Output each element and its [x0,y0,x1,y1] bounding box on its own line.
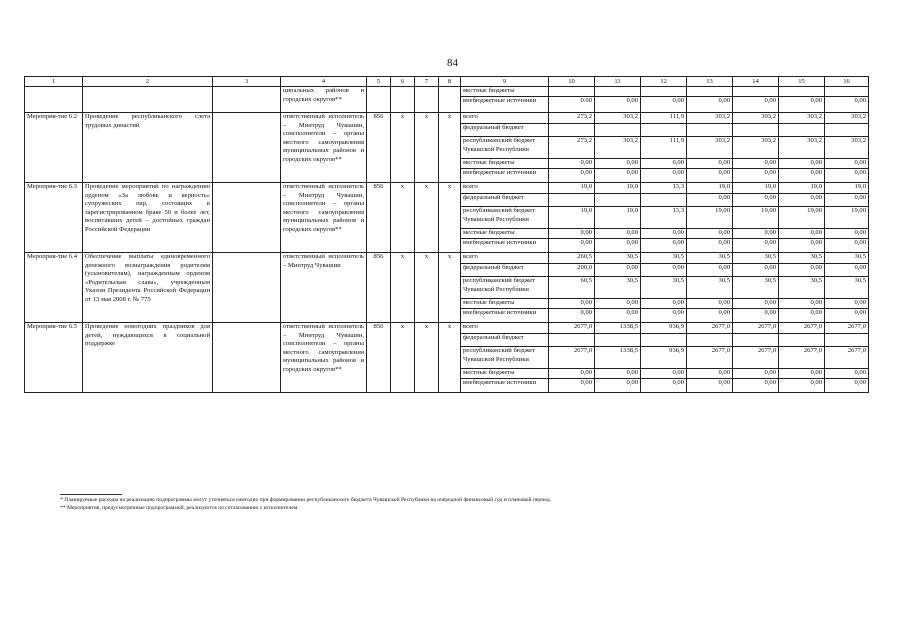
amount-cell: 30,5 [779,253,825,264]
funding-source-cell: местные бюджеты [461,159,549,169]
executor-cell: ответственный исполнитель – Минтруд Чувашии [281,253,367,323]
amount-cell: 303,2 [595,113,641,124]
amount-cell: 30,5 [733,253,779,264]
amount-cell: 2677,0 [687,347,733,369]
amount-cell: 0,00 [825,159,869,169]
amount-cell: 19,0 [549,183,595,194]
code-cell: x [415,183,439,253]
amount-cell: 0,00 [825,369,869,379]
amount-cell: 2677,0 [825,347,869,369]
amount-cell: 2677,0 [733,347,779,369]
amount-cell: 0,00 [549,299,595,309]
funding-source-cell: республиканский бюджет Чувашской Республики [461,137,549,159]
amount-cell: 19,00 [825,207,869,229]
amount-cell: 0,00 [595,229,641,239]
header-cell: 15 [779,77,825,87]
empty-cell [213,87,281,113]
amount-cell: 0,00 [595,239,641,253]
amount-cell: 30,5 [733,277,779,299]
amount-cell: 0,00 [825,97,869,113]
amount-cell: 19,0 [825,183,869,194]
amount-cell [687,87,733,97]
amount-cell [595,194,641,207]
amount-cell: 0,00 [595,159,641,169]
amount-cell: 0,00 [687,97,733,113]
code-cell: x [391,323,415,393]
amount-cell [595,87,641,97]
page-number: 84 [447,57,458,69]
amount-cell [641,124,687,137]
amount-cell: 936,9 [641,347,687,369]
code-cell: x [391,253,415,323]
funding-source-cell: федеральный бюджет [461,124,549,137]
amount-cell: 0,00 [779,299,825,309]
amount-cell: 303,2 [687,137,733,159]
amount-cell: 0,00 [549,229,595,239]
measure-name-cell: Проведение мероприятий по награждению орденом «За любовь и верность» супружеских пар, состоящих в зарегистрированном браке 50 и более лет, воспитавших детей – достойных граждан Российской Федерации [83,183,213,253]
amount-cell: 0,00 [825,169,869,183]
table-row [25,113,869,124]
amount-cell: 2677,0 [549,347,595,369]
header-cell: 1 [25,77,83,87]
funding-source-cell: республиканский бюджет Чувашской Республики [461,347,549,369]
measure-id-cell [25,87,83,113]
table-row [25,253,869,264]
amount-cell: 2677,0 [687,323,733,334]
amount-cell: 30,5 [595,277,641,299]
amount-cell: 30,5 [687,253,733,264]
amount-cell: 0,00 [687,169,733,183]
amount-cell: 0,00 [733,309,779,323]
amount-cell: 303,2 [733,137,779,159]
footnote-divider [60,494,122,495]
amount-cell: 1338,5 [595,347,641,369]
code-cell: x [439,183,461,253]
amount-cell: 19,00 [779,207,825,229]
amount-cell: 0,00 [779,239,825,253]
amount-cell: 2677,0 [779,323,825,334]
amount-cell: 0,00 [687,299,733,309]
empty-cell [213,253,281,323]
amount-cell: 30,5 [595,253,641,264]
amount-cell: 2677,0 [549,323,595,334]
amount-cell: 0,00 [733,239,779,253]
code-cell: x [415,323,439,393]
amount-cell [733,87,779,97]
amount-cell: 0,00 [687,229,733,239]
amount-cell: 30,5 [641,253,687,264]
header-cell: 9 [461,77,549,87]
funding-source-cell: внебюджетные источники [461,379,549,393]
header-cell: 16 [825,77,869,87]
header-cell: 2 [83,77,213,87]
measure-id-cell: Мероприя-тие 6.4 [25,253,83,323]
amount-cell: 0,00 [549,239,595,253]
executor-cell: ципальных районов и городских округов** [281,87,367,113]
amount-cell: 936,9 [641,323,687,334]
measure-name-cell: Обеспечение выплаты единовременного денежного вознаграждения родителям (усыновителям), награжденным орденом «Родительская слава», учрежденным Указом Президента Российской Федерации от 13 мая 2008 г. № 775 [83,253,213,323]
code-cell [439,87,461,113]
amount-cell: 0,00 [779,369,825,379]
code-cell: x [391,113,415,183]
amount-cell: 303,2 [825,137,869,159]
amount-cell: 0,00 [825,379,869,393]
amount-cell [687,124,733,137]
amount-cell: 19,0 [549,207,595,229]
amount-cell [641,194,687,207]
amount-cell: 0,00 [779,97,825,113]
amount-cell: 0,00 [687,194,733,207]
amount-cell: 0,00 [595,264,641,277]
amount-cell: 0,00 [595,379,641,393]
funding-source-cell: федеральный бюджет [461,334,549,347]
amount-cell: 0,00 [687,159,733,169]
amount-cell: 0,00 [549,309,595,323]
measure-id-cell: Мероприя-тие 6.3 [25,183,83,253]
amount-cell [595,124,641,137]
header-cell: 8 [439,77,461,87]
amount-cell [733,334,779,347]
funding-source-cell: всего [461,253,549,264]
code-cell [415,87,439,113]
amount-cell: 2677,0 [825,323,869,334]
amount-cell [641,334,687,347]
amount-cell: 19,0 [595,183,641,194]
amount-cell: 19,0 [595,207,641,229]
amount-cell: 0,00 [641,229,687,239]
code-cell [391,87,415,113]
amount-cell: 2677,0 [733,323,779,334]
amount-cell: 19,0 [733,183,779,194]
amount-cell: 19,0 [687,183,733,194]
amount-cell: 1338,5 [595,323,641,334]
amount-cell: 303,2 [733,113,779,124]
header-cell: 13 [687,77,733,87]
table-row [25,323,869,334]
measure-name-cell: Проведение новогодних праздников для детей, нуждающихся в социальной поддержке [83,323,213,393]
amount-cell: 111,9 [641,137,687,159]
amount-cell: 0,00 [779,229,825,239]
footnote-2: ** Мероприятия, предусмотренные подпрограммой, реализуются по согласованию с исполнителем. [60,505,299,511]
header-cell: 5 [367,77,391,87]
amount-cell [779,334,825,347]
amount-cell: 0,00 [825,239,869,253]
amount-cell [779,87,825,97]
amount-cell: 0,00 [687,379,733,393]
funding-source-cell: внебюджетные источники [461,239,549,253]
funding-source-cell: местные бюджеты [461,87,549,97]
funding-source-cell: местные бюджеты [461,369,549,379]
header-cell: 7 [415,77,439,87]
amount-cell: 0,00 [733,379,779,393]
budget-table [24,76,869,393]
funding-source-cell: республиканский бюджет Чувашской Республики [461,277,549,299]
amount-cell: 303,2 [779,137,825,159]
code-cell: x [415,253,439,323]
amount-cell: 273,2 [549,137,595,159]
funding-source-cell: всего [461,113,549,124]
amount-cell: 0,00 [779,309,825,323]
code-cell: x [439,113,461,183]
amount-cell [641,87,687,97]
amount-cell: 0,00 [549,159,595,169]
amount-cell: 13,3 [641,207,687,229]
code-cell: 856 [367,113,391,183]
header-cell: 4 [281,77,367,87]
amount-cell: 303,2 [687,113,733,124]
amount-cell: 0,00 [733,299,779,309]
funding-source-cell: внебюджетные источники [461,169,549,183]
funding-source-cell: местные бюджеты [461,229,549,239]
amount-cell: 0,00 [733,194,779,207]
amount-cell: 0,00 [733,229,779,239]
amount-cell: 303,2 [779,113,825,124]
amount-cell: 0,00 [595,169,641,183]
footnote-1: * Планируемые расходы на реализацию подпрограммы могут уточняться ежегодно при формировании республиканского бюджета Чувашской Республики на очередной финансовый год и плановый период. [60,497,552,503]
amount-cell: 30,5 [779,277,825,299]
amount-cell: 0,00 [733,169,779,183]
executor-cell: ответственный исполнитель – Минтруд Чувашии, соисполнители – органы местного самоуправления муниципальных районов и городских округов** [281,113,367,183]
amount-cell: 60,5 [549,277,595,299]
amount-cell: 0,00 [595,299,641,309]
table-row [25,183,869,194]
amount-cell: 0,00 [687,239,733,253]
amount-cell: 0,00 [733,159,779,169]
amount-cell: 260,5 [549,253,595,264]
amount-cell: 19,00 [687,207,733,229]
amount-cell [549,334,595,347]
code-cell: 856 [367,323,391,393]
amount-cell: 0,00 [825,299,869,309]
header-cell: 12 [641,77,687,87]
amount-cell: 0,00 [825,309,869,323]
amount-cell: 19,0 [779,183,825,194]
amount-cell: 0,00 [779,169,825,183]
executor-cell: ответственный исполнитель – Минтруд Чувашии, соисполнители – органы местного самоуправления муниципальных районов и городских округов** [281,323,367,393]
amount-cell: 0,00 [779,159,825,169]
amount-cell: 0,00 [733,264,779,277]
amount-cell: 0,00 [595,369,641,379]
amount-cell: 0,00 [641,264,687,277]
amount-cell [825,124,869,137]
amount-cell: 0,00 [641,299,687,309]
amount-cell: 0,00 [641,309,687,323]
amount-cell: 0,00 [641,97,687,113]
code-cell: 856 [367,253,391,323]
amount-cell: 0,00 [595,309,641,323]
amount-cell: 0,00 [733,97,779,113]
header-cell: 6 [391,77,415,87]
amount-cell [825,87,869,97]
funding-source-cell: всего [461,323,549,334]
amount-cell [825,334,869,347]
amount-cell: 0,00 [779,379,825,393]
amount-cell [687,334,733,347]
header-cell: 3 [213,77,281,87]
funding-source-cell: всего [461,183,549,194]
amount-cell: 0,00 [549,169,595,183]
amount-cell: 273,2 [549,113,595,124]
amount-cell: 0,00 [825,229,869,239]
amount-cell: 303,2 [825,113,869,124]
amount-cell: 30,5 [825,253,869,264]
code-cell: 856 [367,183,391,253]
funding-source-cell: республиканский бюджет Чувашской Республики [461,207,549,229]
amount-cell [779,124,825,137]
amount-cell [595,334,641,347]
amount-cell: 30,5 [641,277,687,299]
amount-cell: 111,9 [641,113,687,124]
amount-cell: 0,00 [687,264,733,277]
header-cell: 14 [733,77,779,87]
amount-cell: 0,00 [641,239,687,253]
amount-cell [549,124,595,137]
funding-source-cell: внебюджетные источники [461,97,549,113]
amount-cell: 303,2 [595,137,641,159]
amount-cell: 0,00 [595,97,641,113]
amount-cell: 0,00 [687,369,733,379]
code-cell: x [439,323,461,393]
empty-cell [213,113,281,183]
amount-cell: 0,00 [641,159,687,169]
amount-cell: 0,00 [779,264,825,277]
amount-cell: 0,00 [779,194,825,207]
header-row [25,77,869,87]
code-cell: x [439,253,461,323]
amount-cell: 13,3 [641,183,687,194]
amount-cell: 0,00 [825,264,869,277]
amount-cell: 0,00 [549,379,595,393]
empty-cell [213,323,281,393]
amount-cell: 30,5 [825,277,869,299]
amount-cell: 0,00 [687,309,733,323]
amount-cell: 0,00 [641,169,687,183]
amount-cell: 19,00 [733,207,779,229]
executor-cell: ответственный исполнитель – Минтруд Чувашии, соисполнители – органы местного самоуправления муниципальных районов и городских округов** [281,183,367,253]
funding-source-cell: федеральный бюджет [461,264,549,277]
table-row [25,87,869,97]
amount-cell [549,194,595,207]
measure-name-cell: Проведение республиканского слета трудовых династий [83,113,213,183]
amount-cell: 0,00 [641,369,687,379]
measure-name-cell [83,87,213,113]
amount-cell: 0,00 [733,369,779,379]
amount-cell: 0,00 [825,194,869,207]
amount-cell: 30,5 [687,277,733,299]
measure-id-cell: Мероприя-тие 6.5 [25,323,83,393]
code-cell: x [391,183,415,253]
amount-cell: 200,0 [549,264,595,277]
funding-source-cell: местные бюджеты [461,299,549,309]
amount-cell [549,87,595,97]
funding-source-cell: федеральный бюджет [461,194,549,207]
amount-cell: 0,00 [641,379,687,393]
amount-cell: 0,00 [549,369,595,379]
measure-id-cell: Мероприя-тие 6.2 [25,113,83,183]
empty-cell [213,183,281,253]
code-cell [367,87,391,113]
code-cell: x [415,113,439,183]
header-cell: 10 [549,77,595,87]
amount-cell [733,124,779,137]
amount-cell: 2677,0 [779,347,825,369]
funding-source-cell: внебюджетные источники [461,309,549,323]
amount-cell: 0.00 [549,97,595,113]
header-cell: 11 [595,77,641,87]
